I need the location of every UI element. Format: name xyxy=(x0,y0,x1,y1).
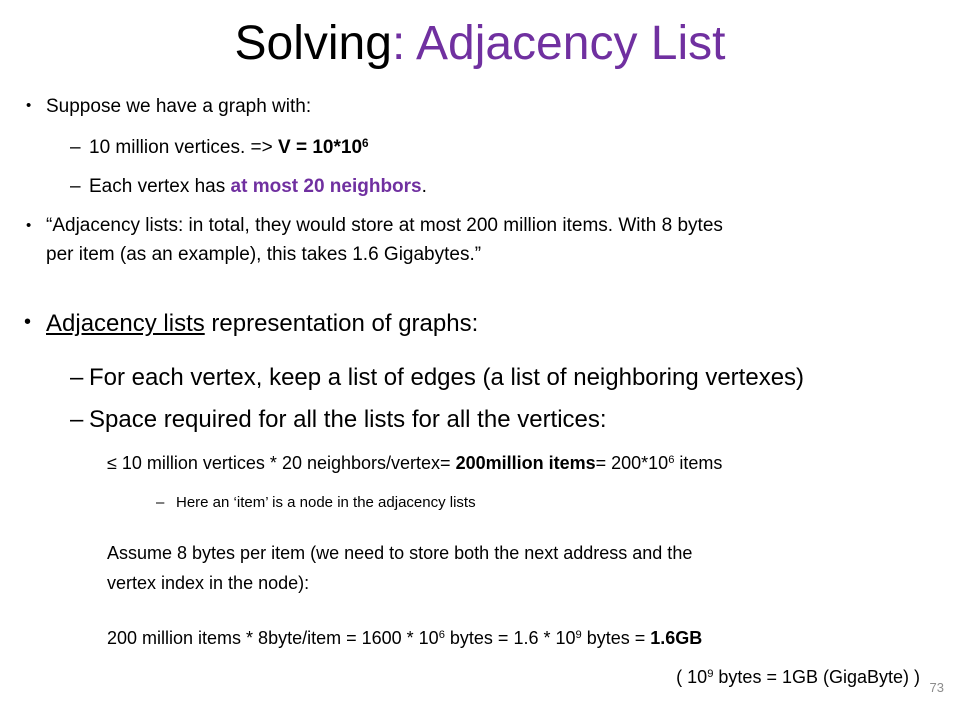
sub-bullet-vertices xyxy=(89,134,369,164)
adjacency-lists-term: Adjacency lists xyxy=(46,310,205,337)
title-part2: : Adjacency List xyxy=(391,17,726,70)
quote-line-2: per item (as an example), this takes 1.6 Gigabytes.” xyxy=(46,244,482,265)
result-bold: 1.6GB xyxy=(650,628,703,648)
calc-part1: ≤ 10 million vertices * 20 neighbors/vertex= xyxy=(107,453,456,473)
dash-icon: – xyxy=(70,364,84,391)
footnote-part1: ( 10 xyxy=(676,667,708,687)
footnote-exponent: 9 xyxy=(707,667,714,680)
neighbors-text: Each vertex has xyxy=(89,176,231,197)
quote-line-1: “Adjacency lists: in total, they would store at most 200 million items. With 8 bytes xyxy=(46,215,723,236)
calc-exponent: 6 xyxy=(668,453,675,466)
neighbors-highlight: at most 20 neighbors xyxy=(230,176,422,197)
bullet-adjacency-lists xyxy=(46,307,478,341)
dash-icon: – xyxy=(156,494,165,511)
page-number: 73 xyxy=(929,680,944,695)
assume-line-2: vertex index in the node): xyxy=(107,573,310,593)
bullet-icon: • xyxy=(24,311,32,333)
item-note: Here an ‘item’ is a node in the adjacency lists xyxy=(176,494,476,511)
sub-bullet-neighbors xyxy=(89,173,427,201)
vertices-formula: V = 10*10 xyxy=(278,137,363,158)
result-exponent-1: 6 xyxy=(438,628,445,641)
calc-items xyxy=(107,450,722,479)
result-part2: bytes = 1.6 * 10 xyxy=(444,628,576,648)
dash-icon: – xyxy=(70,176,81,197)
dash-icon: – xyxy=(70,137,81,158)
adjacency-lists-rest: representation of graphs: xyxy=(204,310,479,337)
calc-bold: 200million items xyxy=(455,453,596,473)
result-part1: 200 million items * 8byte/item = 1600 * 10 xyxy=(107,628,439,648)
neighbors-end: . xyxy=(421,176,427,197)
assume-line-1: Assume 8 bytes per item (we need to store both the next address and the xyxy=(107,543,693,563)
gigabyte-footnote xyxy=(676,664,920,693)
result-part3: bytes = xyxy=(581,628,651,648)
calc-part2: = 200*10 xyxy=(595,453,669,473)
vertices-exponent: 6 xyxy=(362,136,369,150)
dash-icon: – xyxy=(70,406,84,433)
footnote-part2: bytes = 1GB (GigaByte) ) xyxy=(713,667,920,687)
vertices-text: 10 million vertices. => xyxy=(89,137,279,158)
bullet-icon: • xyxy=(26,97,32,114)
bullet-icon: • xyxy=(26,217,32,234)
result-calculation xyxy=(107,625,702,654)
bullet-suppose: Suppose we have a graph with: xyxy=(46,96,312,117)
result-exponent-2: 9 xyxy=(575,628,582,641)
sub-bullet-each-vertex: For each vertex, keep a list of edges (a list of neighboring vertexes) xyxy=(89,364,805,391)
sub-bullet-space-required: Space required for all the lists for all the vertices: xyxy=(89,406,607,433)
calc-part3: items xyxy=(674,453,723,473)
title-part1: Solving xyxy=(234,17,392,70)
slide-title xyxy=(0,12,960,76)
